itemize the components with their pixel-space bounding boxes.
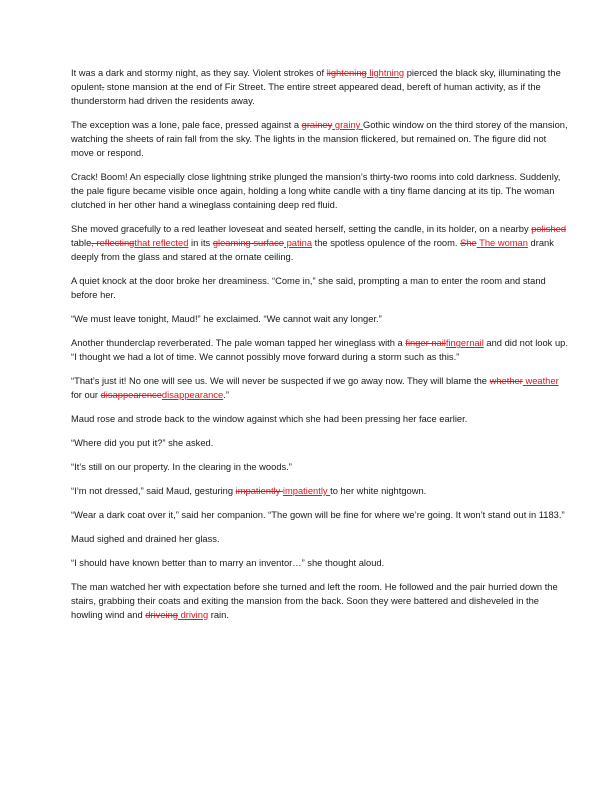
text-run: “Where did you put it?” she asked.: [71, 438, 214, 448]
text-run: .”: [223, 390, 229, 400]
text-run: The exception was a lone, pale face, pressed against a: [71, 120, 302, 130]
text-run: “It’s still on our property. In the clearing in the woods.”: [71, 462, 292, 472]
paragraph[interactable]: [71, 66, 571, 108]
tracked-insertion[interactable]: patina: [283, 238, 313, 248]
text-run: Maud rose and strode back to the window against which she had been pressing her face earlier.: [71, 414, 468, 424]
text-run: stone mansion at the end of Fir Street. The entire street appeared dead, bereft of human activity, as if the thunderstorm had driven the residents away.: [71, 82, 541, 106]
text-run: “That’s just it! No one will see us. We will never be suspected if we go away now. They will blame the: [71, 376, 490, 386]
paragraph[interactable]: [71, 222, 571, 264]
tracked-insertion[interactable]: driving: [178, 610, 209, 620]
text-run: Crack! Boom! An especially close lightning strike plunged the mansion’s thirty-two rooms into cold darkness. Suddenly, the pale figure became visible once again, holding a long white candle with a tiny flame dancing at its tip. The woman clutched in her other hand a wineglass containing deep red fluid.: [71, 172, 561, 210]
text-run: pierced the black sky, illuminating the opulent: [71, 68, 561, 92]
tracked-deletion[interactable]: driveing: [145, 610, 179, 620]
text-run: “We must leave tonight, Maud!” he exclaimed. “We cannot wait any longer.”: [71, 314, 382, 324]
document-body[interactable]: [71, 66, 571, 622]
tracked-deletion[interactable]: whether: [489, 376, 523, 386]
tracked-insertion[interactable]: lightning: [366, 68, 405, 78]
text-run: rain.: [208, 610, 229, 620]
tracked-deletion[interactable]: finger nail: [405, 338, 446, 348]
text-run: It was a dark and stormy night, as they say. Violent strokes of: [71, 68, 327, 78]
text-run: table: [71, 238, 92, 248]
paragraph[interactable]: [71, 508, 571, 522]
text-run: to her white nightgown.: [330, 486, 427, 496]
paragraph[interactable]: [71, 374, 571, 402]
paragraph[interactable]: [71, 412, 571, 426]
text-run: Gothic window on the third storey of the mansion, watching the sheets of rain fall from the sky. The lights in the mansion flickered, but remained on. The figure did not move or respond.: [71, 120, 568, 158]
text-run: The man watched her with expectation before she turned and left the room. He followed and the pair hurried down the stairs, grabbing their coats and exiting the mansion from the back. Soon they were battered and disheveled in the howling wind and: [71, 582, 558, 620]
tracked-deletion[interactable]: disappearence: [100, 390, 162, 400]
tracked-deletion[interactable]: polished: [531, 224, 567, 234]
paragraph[interactable]: [71, 170, 571, 212]
paragraph[interactable]: [71, 532, 571, 546]
text-run: Maud sighed and drained her glass.: [71, 534, 220, 544]
tracked-insertion[interactable]: weather: [522, 376, 559, 386]
text-run: in its: [188, 238, 213, 248]
paragraph[interactable]: [71, 484, 571, 498]
paragraph[interactable]: [71, 580, 571, 622]
tracked-deletion[interactable]: ,: [101, 82, 105, 92]
tracked-insertion[interactable]: grainy: [332, 120, 363, 130]
tracked-deletion[interactable]: impatiently: [235, 486, 283, 496]
text-run: the spotless opulence of the room.: [312, 238, 461, 248]
text-run: “Wear a dark coat over it,” said her companion. “The gown will be fine for where we’re going. It won’t stand out in 1183.”: [71, 510, 565, 520]
tracked-insertion[interactable]: that reflected: [134, 238, 189, 248]
tracked-deletion[interactable]: , reflecting: [91, 238, 135, 248]
tracked-deletion[interactable]: grainey: [301, 120, 333, 130]
text-run: drank deeply from the glass and stared at the ornate ceiling.: [71, 238, 554, 262]
tracked-insertion[interactable]: disappearance: [161, 390, 224, 400]
text-run: A quiet knock at the door broke her dreaminess. “Come in,” she said, prompting a man to enter the room and stand before her.: [71, 276, 546, 300]
tracked-deletion[interactable]: lightening: [326, 68, 367, 78]
tracked-insertion[interactable]: fingernail: [445, 338, 484, 348]
paragraph[interactable]: [71, 274, 571, 302]
paragraph[interactable]: [71, 118, 571, 160]
tracked-deletion[interactable]: gleaming surface: [212, 238, 284, 248]
paragraph[interactable]: [71, 436, 571, 450]
tracked-insertion[interactable]: The woman: [476, 238, 528, 248]
text-run: She moved gracefully to a red leather loveseat and seated herself, setting the candle, in its holder, on a nearby: [71, 224, 532, 234]
paragraph[interactable]: [71, 336, 571, 364]
text-run: and did not look up. “I thought we had a lot of time. We cannot possibly move forward during a storm such as this.”: [71, 338, 568, 362]
text-run: Another thunderclap reverberated. The pale woman tapped her wineglass with a: [71, 338, 406, 348]
paragraph[interactable]: [71, 460, 571, 474]
paragraph[interactable]: [71, 556, 571, 570]
text-run: “I should have known better than to marry an inventor…” she thought aloud.: [71, 558, 385, 568]
text-run: “I’m not dressed,” said Maud, gesturing: [71, 486, 236, 496]
tracked-deletion[interactable]: She: [460, 238, 477, 248]
text-run: for our: [71, 390, 101, 400]
paragraph[interactable]: [71, 312, 571, 326]
tracked-insertion[interactable]: impatiently: [282, 486, 331, 496]
